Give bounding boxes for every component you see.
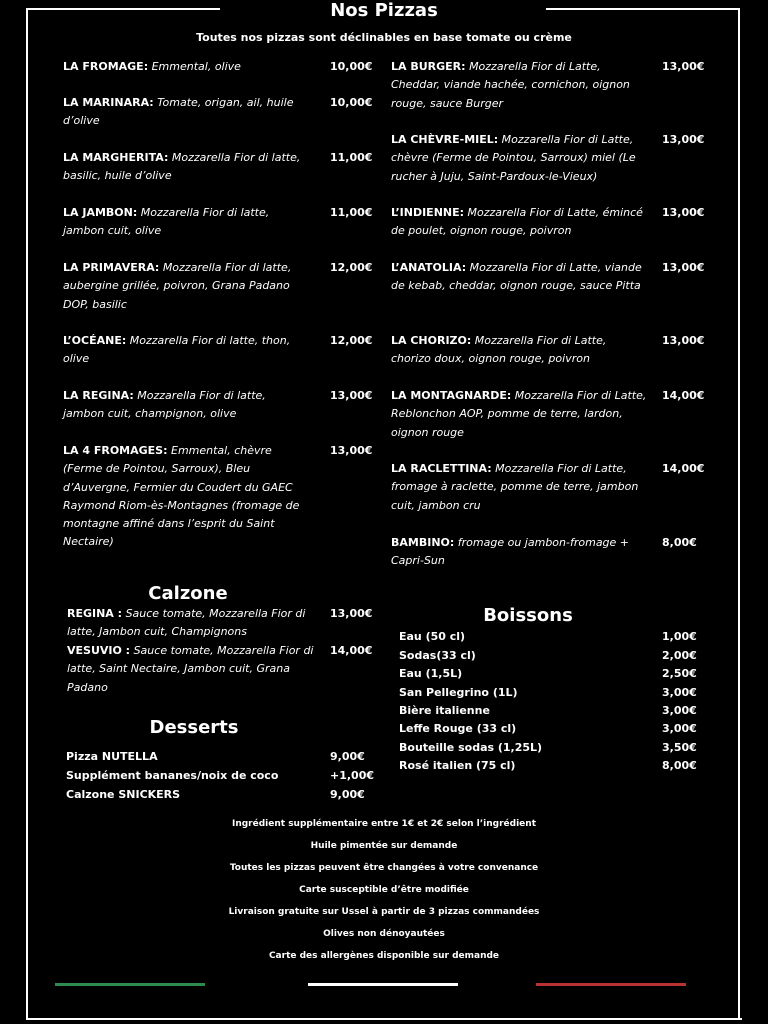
calzone-price-vesuvio: 14,00€: [330, 644, 373, 657]
dessert-price-supplement: +1,00€: [330, 769, 375, 782]
pizza-item-indienne: L’INDIENNE: Mozzarella Fior di Latte, émincé de poulet, oignon rouge, poivron: [391, 206, 643, 238]
pizza-item-bambino: BAMBINO: fromage ou jambon-fromage + Capri-Sun: [391, 536, 630, 568]
boissons-title: Boissons: [483, 605, 573, 626]
pizza-price-chevre-miel: 13,00€: [662, 133, 705, 146]
pizza-item-montagnarde: LA MONTAGNARDE: Mozzarella Fior di Latte, Reblonchon AOP, pomme de terre, lardon, oignon rouge: [391, 389, 647, 439]
pizza-price-bambino: 8,00€: [662, 536, 697, 549]
pizza-item-fromage: LA FROMAGE: Emmental, olive: [63, 60, 241, 73]
note-carte-modifiee: Carte susceptible d’être modifiée: [299, 885, 469, 895]
pizza-item-jambon: LA JAMBON: Mozzarella Fior di latte, jambon cuit, olive: [63, 206, 270, 238]
drink-item-san-pellegrino: San Pellegrino (1L): [399, 686, 518, 699]
drink-price-biere: 3,00€: [662, 704, 697, 717]
pizza-item-burger: LA BURGER: Mozzarella Fior di Latte, Cheddar, viande hachée, cornichon, oignon rouge, sauce Burger: [391, 60, 630, 110]
drink-price-san-pellegrino: 3,00€: [662, 686, 697, 699]
drink-item-eau-15: Eau (1,5L): [399, 667, 463, 680]
pizza-price-jambon: 11,00€: [330, 206, 373, 219]
note-olives: Olives non dénoyautées: [323, 929, 445, 939]
stripe-white: [308, 983, 458, 986]
drink-price-bouteille-sodas: 3,50€: [662, 741, 697, 754]
drink-item-eau-50: Eau (50 cl): [399, 630, 466, 643]
note-pizzas-changeables: Toutes les pizzas peuvent être changées à votre convenance: [229, 863, 539, 873]
calzone-item-vesuvio: VESUVIO : Sauce tomate, Mozzarella Fior di latte, Saint Nectaire, Jambon cuit, Grana Padano: [67, 644, 314, 694]
desserts-title: Desserts: [149, 717, 239, 738]
note-ingredient-supplement: Ingrédient supplémentaire entre 1€ et 2€ selon l’ingrédient: [231, 819, 536, 829]
pizza-item-chorizo: LA CHORIZO: Mozzarella Fior di Latte, chorizo doux, oignon rouge, poivron: [391, 334, 607, 366]
pizza-item-primavera: LA PRIMAVERA: Mozzarella Fior di latte, aubergine grillée, poivron, Grana Padano DOP, basilic: [63, 261, 292, 311]
dessert-item-nutella: Pizza NUTELLA: [66, 750, 158, 763]
calzone-title: Calzone: [148, 583, 228, 604]
page-title: Nos Pizzas: [330, 0, 438, 21]
drink-price-sodas: 2,00€: [662, 649, 697, 662]
pizza-price-indienne: 13,00€: [662, 206, 705, 219]
note-allergenes: Carte des allergènes disponible sur demande: [268, 951, 500, 961]
pizza-price-4-fromages: 13,00€: [330, 444, 373, 457]
note-huile-pimentee: Huile pimentée sur demande: [310, 841, 458, 851]
drink-item-rose: Rosé italien (75 cl): [399, 759, 516, 772]
dessert-price-snickers: 9,00€: [330, 788, 365, 801]
dessert-item-snickers: Calzone SNICKERS: [66, 788, 181, 801]
drink-price-rose: 8,00€: [662, 759, 697, 772]
drink-item-leffe: Leffe Rouge (33 cl): [399, 722, 517, 735]
drink-price-eau-50: 1,00€: [662, 630, 697, 643]
pizza-price-burger: 13,00€: [662, 60, 705, 73]
pizza-item-chevre-miel: LA CHÈVRE-MIEL: Mozzarella Fior di Latte, chèvre (Ferme de Pointou, Sarroux) miel (Le rucher à Juju, Saint-Pardoux-le-Vieux): [391, 133, 636, 183]
pizza-item-anatolia: L’ANATOLIA: Mozzarella Fior di Latte, viande de kebab, cheddar, oignon rouge, sauce Pitta: [391, 261, 642, 293]
pizza-price-regina: 13,00€: [330, 389, 373, 402]
dessert-item-supplement: Supplément bananes/noix de coco: [66, 769, 279, 782]
pizza-price-chorizo: 13,00€: [662, 334, 705, 347]
pizza-price-oceane: 12,00€: [330, 334, 373, 347]
drink-price-leffe: 3,00€: [662, 722, 697, 735]
pizza-item-raclettina: LA RACLETTINA: Mozzarella Fior di Latte, fromage à raclette, pomme de terre, jambon cuit, jambon cru: [391, 462, 639, 512]
pizza-price-raclettina: 14,00€: [662, 462, 705, 475]
pizza-price-fromage: 10,00€: [330, 60, 373, 73]
stripe-green: [55, 983, 205, 986]
pizza-price-primavera: 12,00€: [330, 261, 373, 274]
pizza-item-marinara: LA MARINARA: Tomate, origan, ail, huile d’olive: [63, 96, 294, 128]
calzone-item-regina: REGINA : Sauce tomate, Mozzarella Fior di latte, Jambon cuit, Champignons: [67, 607, 306, 639]
drink-item-sodas: Sodas(33 cl): [399, 649, 476, 662]
drink-item-bouteille-sodas: Bouteille sodas (1,25L): [399, 741, 543, 754]
pizza-price-anatolia: 13,00€: [662, 261, 705, 274]
page-subtitle: Toutes nos pizzas sont déclinables en base tomate ou crème: [196, 31, 572, 44]
pizza-item-4-fromages: LA 4 FROMAGES: Emmental, chèvre (Ferme de Pointou, Sarroux), Bleu d’Auvergne, Fermier du Coudert du GAEC Raymond Riom-ès-Montagnes (fromage de montagne affiné dans l’esprit du Saint Nectaire): [63, 444, 300, 549]
frame-bottom-border: [26, 1018, 742, 1020]
drink-price-eau-15: 2,50€: [662, 667, 697, 680]
pizza-price-margherita: 11,00€: [330, 151, 373, 164]
pizza-price-montagnarde: 14,00€: [662, 389, 705, 402]
dessert-price-nutella: 9,00€: [330, 750, 365, 763]
pizza-item-oceane: L’OCÉANE: Mozzarella Fior di latte, thon, olive: [63, 334, 291, 366]
pizza-item-regina: LA REGINA: Mozzarella Fior di latte, jambon cuit, champignon, olive: [63, 389, 266, 421]
stripe-red: [536, 983, 686, 986]
pizza-price-marinara: 10,00€: [330, 96, 373, 109]
note-livraison: Livraison gratuite sur Ussel à partir de 3 pizzas commandées: [228, 907, 540, 917]
calzone-price-regina: 13,00€: [330, 607, 373, 620]
pizza-item-margherita: LA MARGHERITA: Mozzarella Fior di latte, basilic, huile d’olive: [63, 151, 301, 183]
drink-item-biere: Bière italienne: [399, 704, 490, 717]
